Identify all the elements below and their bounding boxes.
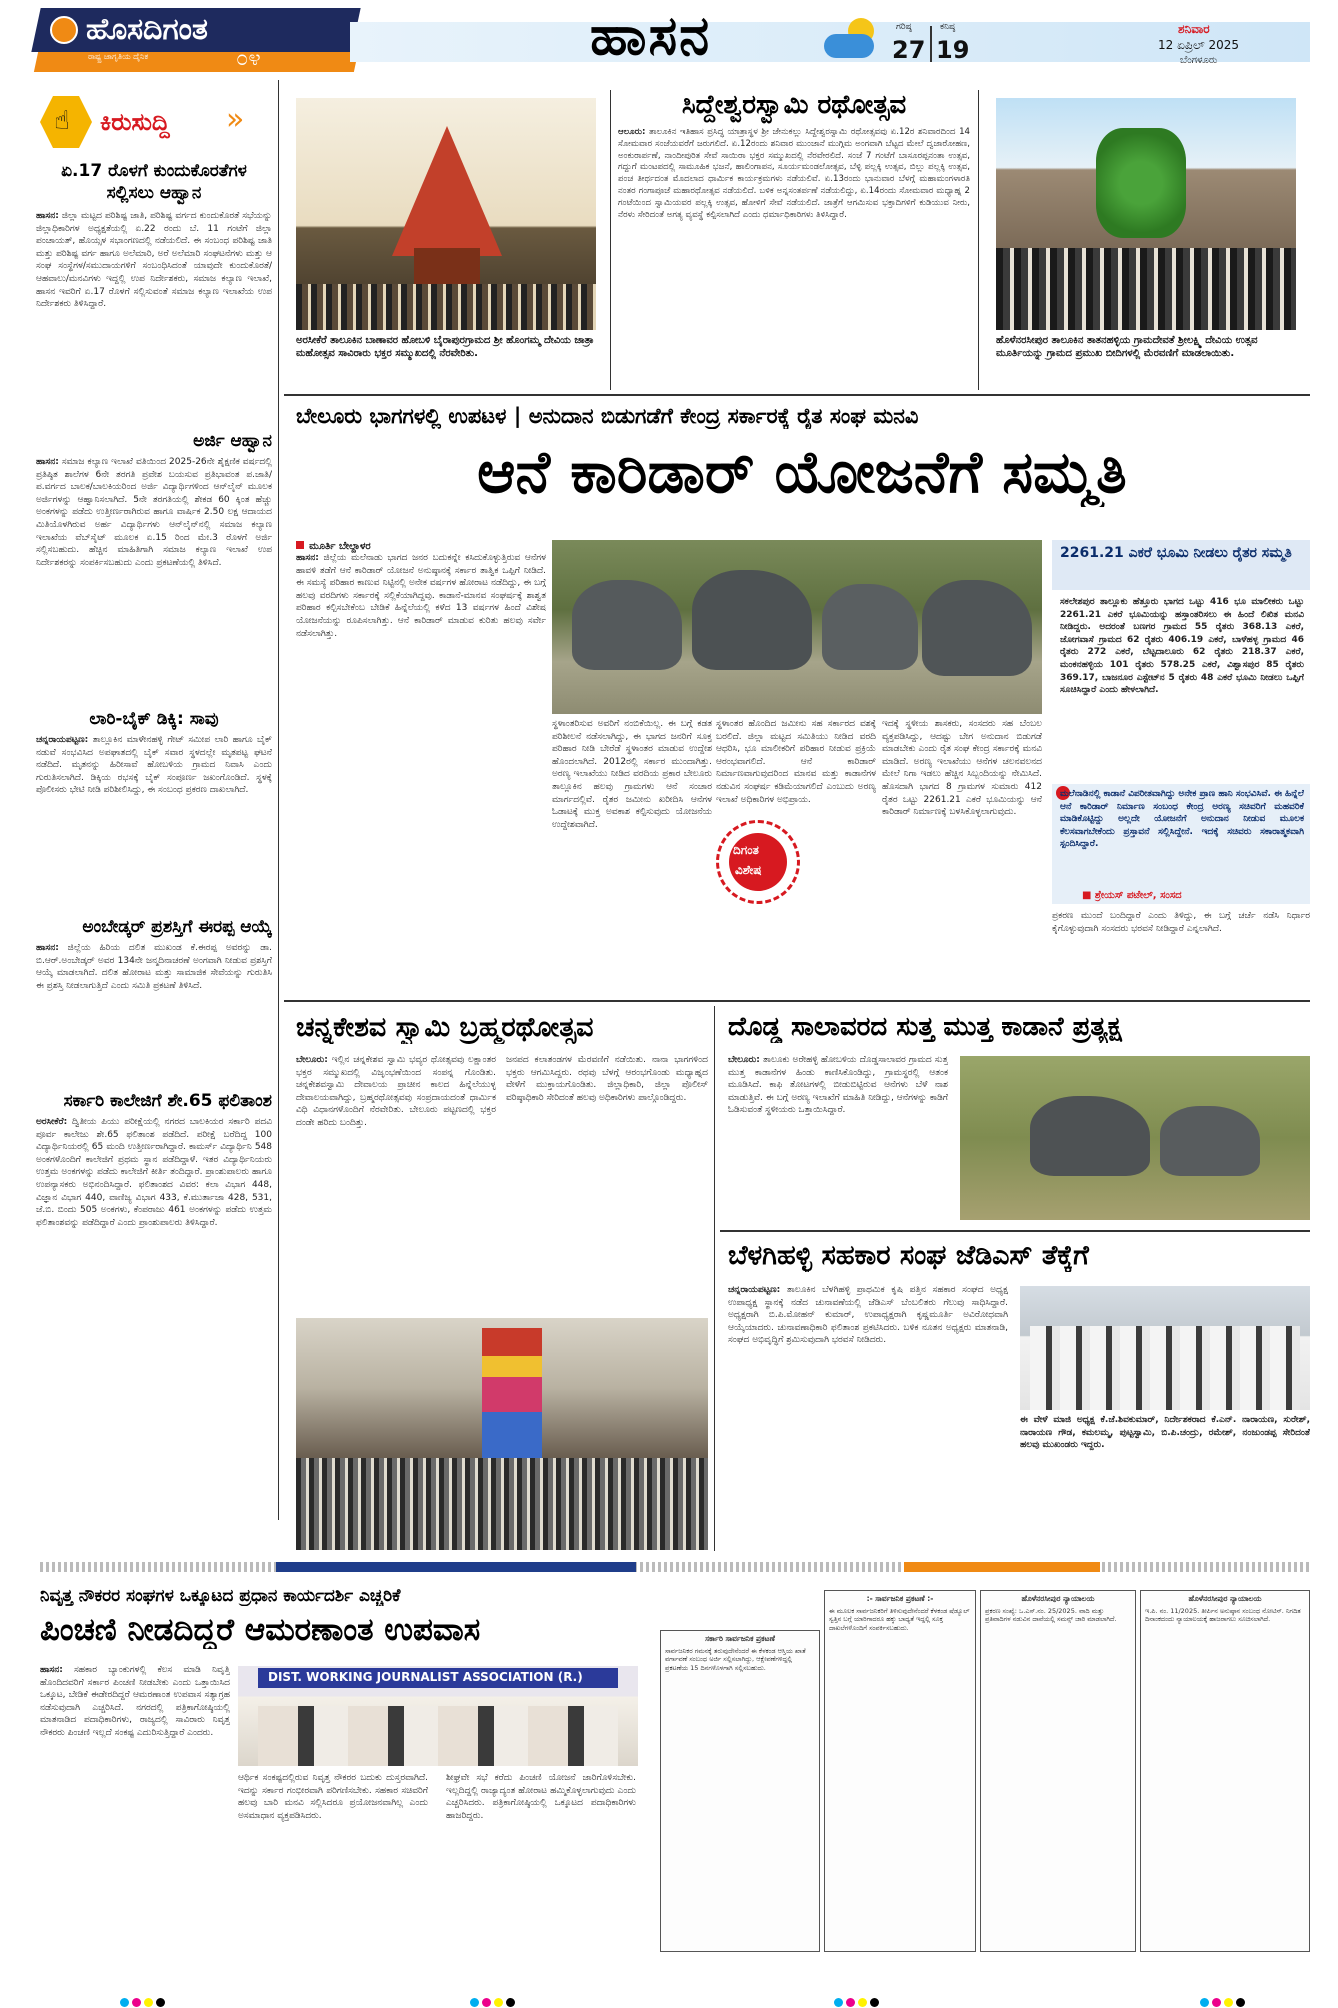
logo-sub: ೦೪ bbox=[236, 46, 261, 71]
dateline: ಹಾಸನ: bbox=[36, 943, 59, 953]
pension-headline: ಪಿಂಚಣಿ ನೀಡದಿದ್ದರೆ ಆಮರಣಾಂತ ಉಪವಾಸ bbox=[40, 1612, 481, 1648]
seal-bottom: ವಿಶೇಷ bbox=[735, 863, 762, 877]
hand-icon: ☝ bbox=[54, 106, 70, 136]
kiru-headline: ಏ.17 ರೊಳಗೆ ಕುಂದುಕೊರತೆಗಳ ಸಲ್ಲಿಸಲು ಆಹ್ವಾನ bbox=[61, 161, 247, 203]
lead-col-3b bbox=[806, 820, 876, 948]
kiru-item-3 bbox=[36, 708, 272, 924]
chenna-headline: ಚನ್ನಕೇಶವ ಸ್ವಾಮಿ ಬ್ರಹ್ಮರಥೋತ್ಸವ bbox=[296, 1012, 594, 1043]
registration-marks bbox=[470, 1992, 518, 2008]
kiru-badge bbox=[40, 96, 260, 152]
dateline: ಹಾಸನ: bbox=[36, 211, 59, 221]
pension-col-3: ಶೀಘ್ರವೇ ಸಭೆ ಕರೆದು ಪಿಂಚಣಿ ಯೋಜನೆ ಜಾರಿಗೊಳಿಸಬೇಕು. ಇಲ್ಲದಿದ್ದಲ್ಲಿ ರಾಜ್ಯಾದ್ಯಂತ ಹೋರಾಟ ಹಮ್ಮಿಕೊಳ್ಳಲಾಗುವುದು ಎಂದು ಎಚ್ಚರಿಸಿದರು. ಪತ್ರಿಕಾಗೋಷ್ಠಿಯಲ್ಲಿ ಒಕ್ಕೂಟದ ಪದಾಧಿಕಾರಿಗಳು ಹಾಜರಿದ್ದರು. bbox=[446, 1773, 636, 1821]
pension-col-2: ಆರ್ಥಿಕ ಸಂಕಷ್ಟದಲ್ಲಿರುವ ನಿವೃತ್ತ ನೌಕರರ ಬದುಕು ದುಸ್ತರವಾಗಿದೆ. ಇದನ್ನು ಸರ್ಕಾರ ಗಂಭೀರವಾಗಿ ಪರಿಗಣಿಸಬೇಕು. ಸಹಕಾರ ಸಚಿವರಿಗೆ ಹಲವು ಬಾರಿ ಮನವಿ ಸಲ್ಲಿಸಿದರೂ ಪ್ರಯೋಜನವಾಗಿಲ್ಲ ಎಂದು ಅಸಮಾಧಾನ ವ್ಯಕ್ತಪಡಿಸಿದರು. bbox=[238, 1773, 428, 1821]
quote-by: ■ ಶ್ರೇಯಸ್ ಪಟೇಲ್, ಸಂಸದ bbox=[1082, 890, 1182, 901]
chenna-col-1: ಬೇಲೂರು: ಇಲ್ಲಿನ ಚನ್ನಕೇಶವ ಸ್ವಾಮಿ ಭವ್ಯರ ಥೋತ್ಸವವು ಲಕ್ಷಾಂತರ ಭಕ್ತರ ಸಮ್ಮುಖದಲ್ಲಿ ವಿಜೃಂಭಣೆಯಿಂದ ಸಂಪನ್ನ ಗೊಂಡಿತು. ಚನ್ನಕೇಶವಸ್ವಾಮಿ ದೇವಾಲಯ ಪ್ರಾಚೀನ ಕಾಲದ ಹಿನ್ನೆಲೆಯುಳ್ಳ ದೇವಾಲಯವಾಗಿದ್ದು, ಬ್ರಹ್ಮರಥೋತ್ಸವವು ಸಂಪ್ರದಾಯದಂತೆ ಧಾರ್ಮಿಕ ವಿಧಿ ವಿಧಾನಗಳೊಂದಿಗೆ ನೆರವೇರಿತು. ಬೇಲೂರು ಪಟ್ಟಣದಲ್ಲಿ ಭಕ್ತರ ದಂಡೇ ಹರಿದು ಬಂದಿತ್ತು. bbox=[296, 1055, 496, 1128]
kiru-body: ಸಮಾಜ ಕಲ್ಯಾಣ ಇಲಾಖೆ ವತಿಯಿಂದ 2025-26ನೇ ಶೈಕ್ಷಣಿಕ ವರ್ಷದಲ್ಲಿ ಪ್ರತಿಷ್ಠಿತ ಶಾಲೆಗಳ 6ನೇ ತರಗತಿ ಪ್ರವೇಶ ಬಯಸುವ ಪ್ರತಿಭಾವಂತ ಪ.ಜಾತಿ/ಪ.ವರ್ಗದ ಬಾಲಕ/ಬಾಲಕಿಯರಿಂದ ಅರ್ಜಿ ವಿದ್ಯಾರ್ಥಿಗಳಿಂದ ಆನ್‌ಲೈನ್ ಮೂಲಕ ಅರ್ಜಿಗಳನ್ನು ಆಹ್ವಾನಿಸಲಾಗಿದೆ. 5ನೇ ತರಗತಿಯಲ್ಲಿ ಶೇಕಡ 60 ಕ್ಕಿಂತ ಹೆಚ್ಚು ಅಂಕಗಳನ್ನು ಪಡೆದು ಉತ್ತೀರ್ಣರಾಗಿರುವ ಹಾಗೂ ವಾರ್ಷಿಕ 2.50 ಲಕ್ಷ ಆದಾಯದ ಮಿತಿಯೊಳಗಿರುವ ಅರ್ಹ ವಿದ್ಯಾರ್ಥಿಗಳು ಆನ್‌ಲೈನ್‌ನಲ್ಲಿ ಸಮಾಜ ಕಲ್ಯಾಣ ಇಲಾಖೆಯ ವೆಬ್‌ಸೈಟ್ ಮೂಲಕ ಏ.15 ರಿಂದ ಮೇ.3 ರೊಳಗೆ ಅರ್ಜಿ ಸಲ್ಲಿಸಬಹುದು. ಹೆಚ್ಚಿನ ಮಾಹಿತಿಗಾಗಿ ಸಮಾಜ ಕಲ್ಯಾಣ ಇಲಾಖೆ ಉಪ ನಿರ್ದೇಶಕರನ್ನು ಸಂಪರ್ಕಿಸಬಹುದು ಎಂದು ಪ್ರಕಟಣೆಯಲ್ಲಿ ತಿಳಿಸಿದೆ. bbox=[36, 457, 272, 568]
top-story-headline: ಸಿದ್ದೇಶ್ವರಸ್ವಾಮಿ ರಥೋತ್ಸವ bbox=[681, 90, 907, 120]
kiru-body: ಜಿಲ್ಲೆಯ ಹಿರಿಯ ದಲಿತ ಮುಖಂಡ ಕೆ.ಈರಪ್ಪ ಅವರನ್ನು ಡಾ. ಬಿ.ಆರ್.ಅಂಬೇಡ್ಕರ್ ಅವರ 134ನೇ ಜನ್ಮದಿನಾಚರಣೆ ಅಂಗವಾಗಿ ನೀಡುವ ಪ್ರಶಸ್ತಿಗೆ ಆಯ್ಕೆ ಮಾಡಲಾಗಿದೆ. ದಲಿತ ಹೋರಾಟ ಮತ್ತು ಸಾಮಾಜಿಕ ಸೇವೆಯನ್ನು ಗುರುತಿಸಿ ಈ ಪ್ರಶಸ್ತಿ ನೀಡಲಾಗುತ್ತಿದೆ ಎಂದು ಸಮಿತಿ ಪ್ರಕಟಣೆ ತಿಳಿಸಿದೆ. bbox=[36, 943, 272, 991]
elephant-herd-photo bbox=[552, 540, 1042, 714]
byline bbox=[296, 534, 546, 553]
dateline: ಅರಸೀಕೆರೆ: bbox=[36, 1117, 68, 1127]
chevron-icon: » bbox=[226, 102, 245, 137]
min-temp-label: ಕನಿಷ್ಠ bbox=[940, 22, 956, 32]
belagi-headline: ಬೆಳಗಿಹಳ್ಳಿ ಸಹಕಾರ ಸಂಘ ಜೆಡಿಎಸ್ ತೆಕ್ಕೆಗೆ bbox=[728, 1240, 1089, 1271]
weather-icon bbox=[820, 18, 880, 62]
sidebar-quote: ಮಲೆನಾಡಿನಲ್ಲಿ ಕಾಡಾನೆ ವಿಪರೀತವಾಗಿದ್ದು ಅನೇಕ ಪ್ರಾಣ ಹಾನಿ ಸಂಭವಿಸಿವೆ. ಈ ಹಿನ್ನೆಲೆ ಆನೆ ಕಾರಿಡಾರ್ ನಿರ್ಮಾಣ ಸಂಬಂಧ ಕೇಂದ್ರ ಅರಣ್ಯ ಸಚಿವರಿಗೆ ಮಹವರಿಕೆ ಮಾಡಿಕೊಟ್ಟಿದ್ದು ಅಲ್ಲದೇ ಯೋಜನೆಗೆ ಅನುದಾನ ನೀಡುವ ಮೂಲಕ ಕೆಲಸವಾಗಬೇಕೆಂದು ಪ್ರಸ್ತಾವನೆ ಸಲ್ಲಿಸಿದ್ದೇನೆ. ಇದಕ್ಕೆ ಸಚಿವರು ಸಕಾರಾತ್ಮಕವಾಗಿ ಸ್ಪಂದಿಸಿದ್ದಾರೆ. bbox=[1060, 789, 1304, 850]
kiru-item-2 bbox=[36, 430, 272, 696]
wild-elephant-photo bbox=[960, 1056, 1310, 1220]
top-story bbox=[618, 90, 970, 391]
press-meet-photo bbox=[238, 1666, 638, 1766]
dateline: ಬೇಲೂರು: bbox=[296, 1055, 328, 1065]
notice-2: :- ಸಾರ್ವಜನಿಕ ಪ್ರಕಟಣೆ :- ಈ ಮೂಲಕ ಸಾರ್ವಜನಿಕರಿಗೆ ತಿಳಿಸುವುದೇನೆಂದರೆ ಕೆಳಕಂಡ ಷೆಡ್ಯೂಲ್ ಸ್ವತ್ತಿನ ಬಗ್ಗೆ ಯಾರಿಗಾದರೂ ಹಕ್ಕು ಬಾಧ್ಯತೆ ಇದ್ದಲ್ಲಿ ಸೂಕ್ತ ದಾಖಲೆಗಳೊಂದಿಗೆ ಸಂಪರ್ಕಿಸಬಹುದು. bbox=[824, 1590, 976, 1952]
chenna-col-2: ಜನಪದ ಕಲಾತಂಡಗಳ ಮೆರವಣಿಗೆ ನಡೆಯಿತು. ನಾನಾ ಭಾಗಗಳಿಂದ ಭಕ್ತರು ಆಗಮಿಸಿದ್ದರು. ರಥವು ಬೆಳಗ್ಗೆ ಆರಂಭಗೊಂಡು ಮಧ್ಯಾಹ್ನದ ವೇಳೆಗೆ ಮುಕ್ತಾಯಗೊಂಡಿತು. ಜಿಲ್ಲಾಧಿಕಾರಿ, ಜಿಲ್ಲಾ ಪೊಲೀಸ್ ವರಿಷ್ಠಾಧಿಕಾರಿ ಸೇರಿದಂತೆ ಹಲವು ಅಧಿಕಾರಿಗಳು ಪಾಲ್ಗೊಂಡಿದ್ದರು. bbox=[506, 1055, 708, 1103]
seal-top: ದಿಗಂತ bbox=[733, 843, 759, 857]
registration-marks bbox=[1200, 1992, 1248, 2008]
max-temp: 27 bbox=[892, 36, 926, 64]
lead-col-2: ಸ್ಥಳಾಂತರಿಸುವ ಅವರಿಗೆ ನಂಬಿಕೆಯಿಲ್ಲ. ಈ ಬಗ್ಗೆ ಕಡತ ಪರಿಶೀಲನೆ ನಡೆಸಲಾಗಿದ್ದು, ಈ ಭಾಗದ ಜನರಿಗೆ ಸೂಕ್ತ ಪರಿಹಾರ ನೀಡಿ ಬೇರೆಡೆ ಸ್ಥಳಾಂತರ ಮಾಡುವ ಉದ್ದೇಶ ಹೊಂದಲಾಗಿದೆ. 2012ರಲ್ಲಿ ಸರ್ಕಾರ ಮುಂದಾಗಿತ್ತು. ಅರಣ್ಯ ಇಲಾಖೆಯು ನೀಡಿದ ವರದಿಯ ಪ್ರಕಾರ ಬೇಲೂರು ತಾಲ್ಲೂಕಿನ ಹಲವು ಗ್ರಾಮಗಳು ಆನೆ ಸಂಚಾರ ಮಾರ್ಗದಲ್ಲಿವೆ. ರೈತರ ಜಮೀನು ಖರೀದಿಸಿ ಆನೆಗಳ ಓಡಾಟಕ್ಕೆ ಮುಕ್ತ ಅವಕಾಶ ಕಲ್ಪಿಸುವುದು ಯೋಜನೆಯ ಉದ್ದೇಶವಾಗಿದೆ. bbox=[552, 719, 712, 830]
kiru-headline: ಅಂಬೇಡ್ಕರ್ ಪ್ರಶಸ್ತಿಗೆ ಈರಪ್ಪ ಆಯ್ಕೆ bbox=[82, 917, 272, 937]
notice-3: ಹೊಳೆನರಸೀಪುರ ನ್ಯಾಯಾಲಯ ಪ್ರಕರಣ ಸಂಖ್ಯೆ: ಒ.ಎಸ್.ನಂ. 25/2025. ವಾದಿ ಮತ್ತು ಪ್ರತಿವಾದಿಗಳ ನಡುವಿನ ದಾವೆಯಲ್ಲಿ ಸಮನ್ಸ್ ಜಾರಿ ಮಾಡಲಾಗಿದೆ. bbox=[980, 1590, 1136, 1952]
kiru-body: ಜಿಲ್ಲಾ ಮಟ್ಟದ ಪರಿಶಿಷ್ಟ ಜಾತಿ, ಪರಿಶಿಷ್ಟ ವರ್ಗದ ಕುಂದುಕೊರತೆ ಸಭೆಯನ್ನು ಜಿಲ್ಲಾಧಿಕಾರಿಗಳ ಅಧ್ಯಕ್ಷತೆಯಲ್ಲಿ ಏ.22 ರಂದು ಬೆ. 11 ಗಂಟೆಗೆ ಜಿಲ್ಲಾ ಪಂಚಾಯತ್, ಹೊಯ್ಸಳ ಸಭಾಂಗಣದಲ್ಲಿ ನಡೆಯಲಿದೆ. ಈ ಸಂಬಂಧ ಪರಿಶಿಷ್ಟ ಜಾತಿ ಮತ್ತು ಪರಿಶಿಷ್ಟ ವರ್ಗ ಹಾಗೂ ಅಲೆಮಾರಿ, ಅರೆ ಅಲೆಮಾರಿ ಸಂಘಟನೆಗಳು ಮತ್ತು ಆ ಸಂಘ ಸಂಸ್ಥೆಗಳ/ಸಮುದಾಯಗಳಿಗೆ ಸಂಬಂಧಿಸಿದಂತೆ ಯಾವುದೇ ಕುಂದುಕೊರತೆ/ಆಹವಾಲು/ಮನವಿಗಳು ಇದ್ದಲ್ಲಿ ಉಪ ನಿರ್ದೇಶಕರು, ಸಮಾಜ ಕಲ್ಯಾಣ ಇಲಾಖೆ, ಹಾಸನ ಇವರಿಗೆ ಏ.17 ರೊಳಗೆ ಸಲ್ಲಿಸುವಂತೆ ಸಮಾಜ ಕಲ್ಯಾಣ ಇಲಾಖೆಯ ಉಪ ನಿರ್ದೇಶಕರು ತಿಳಿಸಿದ್ದಾರೆ. bbox=[36, 211, 272, 310]
byline-text: ಮೂರ್ತಿ ಬೇಲ್ದಾಳರ bbox=[309, 541, 371, 552]
belagi-caption: ಈ ವೇಳೆ ಮಾಜಿ ಅಧ್ಯಕ್ಷ ಕೆ.ಜೆ.ಶಿವಕುಮಾರ್, ನಿರ್ದೇಶಕರಾದ ಕೆ.ಎನ್. ನಾರಾಯಣ, ಸುರೇಶ್, ನಾರಾಯಣ ಗೌಡ, ಕಮಲಮ್ಮ, ಪುಟ್ಟಸ್ವಾಮಿ, ಬಿ.ಪಿ.ಚಂದ್ರು, ರಮೇಶ್, ನಂಜುಂಡಪ್ಪ ಸೇರಿದಂತೆ ಹಲವು ಮುಖಂಡರು ಇದ್ದರು. bbox=[1020, 1415, 1310, 1451]
kiru-headline: ಅರ್ಜಿ ಆಹ್ವಾನ bbox=[193, 431, 272, 451]
pension-kicker: ನಿವೃತ್ತ ನೌಕರರ ಸಂಘಗಳ ಒಕ್ಕೂಟದ ಪ್ರಧಾನ ಕಾರ್ಯದರ್ಶಿ ಎಚ್ಚರಿಕೆ bbox=[40, 1586, 401, 1606]
procession-photo bbox=[996, 98, 1296, 330]
dodda-headline: ದೊಡ್ಡ ಸಾಲಾವರದ ಸುತ್ತ ಮುತ್ತ ಕಾಡಾನೆ ಪ್ರತ್ಯಕ್ಷ bbox=[728, 1012, 1122, 1042]
logo-block bbox=[36, 8, 356, 72]
photo-left-caption: ಅರಸೀಕೆರೆ ತಾಲೂಕಿನ ಬಾಣಾವರ ಹೋಬಳಿ ಬೈರಾಪುರಗ್ರಾಮದ ಶ್ರೀ ಹೊಂಗಮ್ಮ ದೇವಿಯ ಜಾತ್ರಾ ಮಹೋತ್ಸವ ಸಾವಿರಾರು ಭಕ್ತರ ಸಮ್ಮುಖದಲ್ಲಿ ನೆರವೇರಿತು. bbox=[296, 335, 594, 359]
lead-col-4: ಇದಕ್ಕೆ ಸ್ಥಳೀಯ ಶಾಸಕರು, ಸಂಸದರು ಸಹ ಬೆಂಬಲ ವ್ಯಕ್ತಪಡಿಸಿದ್ದು, ಆದಷ್ಟು ಬೇಗ ಅನುದಾನ ಬಿಡುಗಡೆ ಮಾಡಬೇಕು ಎಂದು ರೈತ ಸಂಘ ಕೇಂದ್ರ ಸರ್ಕಾರಕ್ಕೆ ಮನವಿ ಮಾಡಿದೆ. ಅರಣ್ಯ ಇಲಾಖೆಯು ಆನೆಗಳ ಚಲನವಲನದ ಮೇಲೆ ನಿಗಾ ಇಡಲು ಹೆಚ್ಚಿನ ಸಿಬ್ಬಂದಿಯನ್ನು ನೇಮಿಸಿದೆ. ಹೊಸದಾಗಿ ಭಾಗದ 8 ಗ್ರಾಮಗಳ ಸುಮಾರು 412 ರೈತರ ಒಟ್ಟು 2261.21 ಎಕರೆ ಭೂಮಿಯನ್ನು ಆನೆ ಕಾರಿಡಾರ್ ನಿರ್ಮಾಣಕ್ಕೆ ಬಳಸಿಕೊಳ್ಳಲಾಗುವುದು. bbox=[882, 719, 1042, 818]
divider-stripe bbox=[40, 1562, 1310, 1572]
kiru-body: ದ್ವಿತೀಯ ಪಿಯು ಪರೀಕ್ಷೆಯಲ್ಲಿ ನಗರದ ಬಾಲಕಿಯರ ಸರ್ಕಾರಿ ಪದವಿ ಪೂರ್ವ ಕಾಲೇಜು ಶೇ.65 ಫಲಿತಾಂಶ ಪಡೆದಿದೆ. ಪರೀಕ್ಷೆ ಬರೆದಿದ್ದ 100 ವಿದ್ಯಾರ್ಥಿನಿಯರಲ್ಲಿ 65 ಮಂದಿ ಉತ್ತೀರ್ಣರಾಗಿದ್ದಾರೆ. ಕಾಮರ್ಸ್ ವಿದ್ಯಾರ್ಥಿನಿ 548 ಅಂಕಗಳೊಂದಿಗೆ ಕಾಲೇಜಿಗೆ ಪ್ರಥಮ ಸ್ಥಾನ ಪಡೆದಿದ್ದಾಳೆ. ಇತರ ವಿದ್ಯಾರ್ಥಿನಿಯರು ಉತ್ತಮ ಅಂಕಗಳನ್ನು ಪಡೆದು ಕಾಲೇಜಿಗೆ ಕೀರ್ತಿ ತಂದಿದ್ದಾರೆ. ಪ್ರಾಂಶುಪಾಲರು ಹಾಗೂ ಉಪನ್ಯಾಸಕರು ಅಭಿನಂದಿಸಿದ್ದಾರೆ. ಫಲಿತಾಂಶದ ವಿವರ: ಕಲಾ ವಿಭಾಗ 448, ವಿಜ್ಞಾನ ವಿಭಾಗ 440, ವಾಣಿಜ್ಯ ವಿಭಾಗ 433, ಕೆ.ಮುರ್ತಾಜಾ 428, 531, ಜೆ.ಬಿ. ಬಿಂದು 505 ಅಂಕಗಳು, ಕೆಂಪರಾಜು 461 ಅಂಕಗಳನ್ನು ಪಡೆದು ಉತ್ತಮ ಫಲಿತಾಂಶವನ್ನು ಪಡೆದಿದ್ದಾರೆ ಎಂದು ಪ್ರಾಂಶುಪಾಲರು ತಿಳಿಸಿದ್ದಾರೆ. bbox=[36, 1117, 272, 1228]
photo-right-caption: ಹೊಳೆನರಸೀಪುರ ತಾಲೂಕಿನ ತಾತನಹಳ್ಳಿಯ ಗ್ರಾಮದೇವತೆ ಶ್ರೀಲಕ್ಷ್ಮಿ ದೇವಿಯ ಉತ್ಸವ ಮೂರ್ತಿಯನ್ನು ಗ್ರಾಮದ ಪ್ರಮುಖ ಬೀದಿಗಳಲ್ಲಿ ಮೆರವಣಿಗೆ ಮಾಡಲಾಯಿತು. bbox=[996, 335, 1258, 359]
pension-col-1: ಹಾಸನ: ಸಹಕಾರ ಬ್ಯಾಂಕುಗಳಲ್ಲಿ ಕೆಲಸ ಮಾಡಿ ನಿವೃತ್ತಿ ಹೊಂದಿದವರಿಗೆ ಸರ್ಕಾರ ಪಿಂಚಣಿ ನೀಡಬೇಕು ಎಂದು ಒತ್ತಾಯಿಸಿದ ಒಕ್ಕೂಟ, ಬೇಡಿಕೆ ಈಡೇರದಿದ್ದರೆ ಆಮರಣಾಂತ ಉಪವಾಸ ಸತ್ಯಾಗ್ರಹ ನಡೆಸುವುದಾಗಿ ಎಚ್ಚರಿಸಿದೆ. ನಗರದಲ್ಲಿ ಪತ್ರಿಕಾಗೋಷ್ಠಿಯಲ್ಲಿ ಮಾತನಾಡಿದ ಪದಾಧಿಕಾರಿಗಳು, ರಾಜ್ಯದಲ್ಲಿ ಸಾವಿರಾರು ನಿವೃತ್ತ ನೌಕರರು ಪಿಂಚಣಿ ಇಲ್ಲದೆ ಸಂಕಷ್ಟ ಎದುರಿಸುತ್ತಿದ್ದಾರೆ ಎಂದರು. bbox=[40, 1665, 230, 1738]
edition-label: ಬೆಂಗಳೂರು bbox=[1180, 55, 1218, 66]
dateline: ಹಾಸನ: bbox=[36, 457, 59, 467]
dateline: ಹಾಸನ: bbox=[40, 1665, 63, 1675]
registration-marks bbox=[834, 1992, 882, 2008]
group-photo bbox=[1020, 1286, 1310, 1410]
lead-kicker: ಬೇಲೂರು ಭಾಗಗಳಲ್ಲಿ ಉಪಟಳ | ಅನುದಾನ ಬಿಡುಗಡೆಗೆ ಕೇಂದ್ರ ಸರ್ಕಾರಕ್ಕೆ ರೈತ ಸಂಘ ಮನವಿ bbox=[296, 404, 919, 428]
kiru-item-5 bbox=[36, 1090, 272, 1506]
belagi-body: ಚನ್ನರಾಯಪಟ್ಟಣ: ತಾಲೂಕಿನ ಬೆಳಗಿಹಳ್ಳಿ ಪ್ರಾಥಮಿಕ ಕೃಷಿ ಪತ್ತಿನ ಸಹಕಾರ ಸಂಘದ ಅಧ್ಯಕ್ಷ ಉಪಾಧ್ಯಕ್ಷ ಸ್ಥಾನಕ್ಕೆ ನಡೆದ ಚುನಾವಣೆಯಲ್ಲಿ ಜೆಡಿಎಸ್ ಬೆಂಬಲಿತರು ಗೆಲುವು ಸಾಧಿಸಿದ್ದಾರೆ. ಅಧ್ಯಕ್ಷರಾಗಿ ಬಿ.ಪಿ.ಮೋಹನ್ ಕುಮಾರ್, ಉಪಾಧ್ಯಕ್ಷರಾಗಿ ಕೃಷ್ಣಮೂರ್ತಿ ಅವಿರೋಧವಾಗಿ ಆಯ್ಕೆಯಾದರು. ಚುನಾವಣಾಧಿಕಾರಿ ಫಲಿತಾಂಶ ಪ್ರಕಟಿಸಿದರು. ಬಳಿಕ ನೂತನ ಅಧ್ಯಕ್ಷರು ಮಾತನಾಡಿ, ಸಂಘದ ಅಭಿವೃದ್ಧಿಗೆ ಶ್ರಮಿಸುವುದಾಗಿ ಭರವಸೆ ನೀಡಿದರು. bbox=[728, 1285, 1008, 1346]
kiru-headline: ಲಾರಿ-ಬೈಕ್ ಡಿಕ್ಕಿ: ಸಾವು bbox=[89, 709, 219, 729]
logo-name: ಹೊಸದಿಗಂತ bbox=[86, 12, 208, 47]
dodda-body: ಬೇಲೂರು: ತಾಲೂಕು ಅರೇಹಳ್ಳಿ ಹೋಬಳಿಯ ದೊಡ್ಡಸಾಲಾವರ ಗ್ರಾಮದ ಸುತ್ತ ಮುತ್ತ ಕಾಡಾನೆಗಳ ಹಿಂಡು ಕಾಣಿಸಿಕೊಂಡಿದ್ದು, ಗ್ರಾಮಸ್ಥರಲ್ಲಿ ಆತಂಕ ಮೂಡಿಸಿದೆ. ಕಾಫಿ ತೋಟಗಳಲ್ಲಿ ಬೀಡುಬಿಟ್ಟಿರುವ ಆನೆಗಳು ಬೆಳೆ ನಾಶ ಮಾಡುತ್ತಿವೆ. ಈ ಬಗ್ಗೆ ಅರಣ್ಯ ಇಲಾಖೆಗೆ ಮಾಹಿತಿ ನೀಡಿದ್ದು, ಆನೆಗಳನ್ನು ಕಾಡಿಗೆ ಓಡಿಸುವಂತೆ ಸ್ಥಳೀಯರು ಒತ್ತಾಯಿಸಿದ್ದಾರೆ. bbox=[728, 1055, 948, 1116]
dateline: ಚನ್ನರಾಯಪಟ್ಟಣ: bbox=[36, 735, 89, 745]
kiru-item-1 bbox=[36, 160, 272, 434]
logo-emblem-icon bbox=[50, 16, 78, 44]
dateline: ಚನ್ನರಾಯಪಟ್ಟಣ: bbox=[728, 1285, 781, 1295]
notice-1: ಸರ್ಕಾರಿ ಸಾರ್ವಜನಿಕ ಪ್ರಕಟಣೆ ಸಾರ್ವಜನಿಕರ ಗಮನಕ್ಕೆ ತರುವುದೇನೆಂದರೆ ಈ ಕೆಳಕಂಡ ಆಸ್ತಿಯ ಖಾತೆ ವರ್ಗಾವಣೆ ಸಂಬಂಧ ಅರ್ಜಿ ಸಲ್ಲಿಸಲಾಗಿದ್ದು, ಆಕ್ಷೇಪಣೆಗಳಿದ್ದಲ್ಲಿ ಪ್ರಕಟಣೆಯ 15 ದಿನಗಳೊಳಗಾಗಿ ಸಲ್ಲಿಸಬಹುದು. bbox=[660, 1630, 820, 1952]
digantha-seal bbox=[716, 820, 800, 904]
min-temp: 19 bbox=[936, 36, 970, 64]
sidebar-body: ಸಕಲೇಶಪುರ ತಾಲ್ಲೂಕು ಹೆತ್ತೂರು ಭಾಗದ ಒಟ್ಟು 416 ಭೂ ಮಾಲೀಕರು ಒಟ್ಟು 2261.21 ಎಕರೆ ಭೂಮಿಯನ್ನು ಹಸ್ತಾಂತರಿಸಲು ಈ ಹಿಂದೆ ಲಿಖಿತ ಮನವಿ ನೀಡಿದ್ದರು. ಅದರಂತೆ ಬಣಗರ ಗ್ರಾಮದ 55 ರೈತರು 368.13 ಎಕರೆ, ಜೋಗವಾಸೆ ಗ್ರಾಮದ 62 ರೈತರು 406.19 ಎಕರೆ, ಬಾಳೆಹಳ್ಳ ಗ್ರಾಮದ 46 ರೈತರು 272 ಎಕರೆ, ಬೆಟ್ಟದಾಲೂರು 62 ರೈತರು 218.37 ಎಕರೆ, ಮಂಕನಹಳ್ಳಿಯ 101 ರೈತರು 578.25 ಎಕರೆ, ವಿಶ್ವಾಸಪುರ 85 ರೈತರು 369.17, ಬಾಜನೂರ ಎಸ್ಟೇಟ್‌ನ 5 ರೈತರು 48 ಎಕರೆ ಭೂಮಿ ನೀಡಲು ಒಪ್ಪಿಗೆ ಸೂಚಿಸಿದ್ದಾರೆ ಎಂದು ಹೇಳಲಾಗಿದೆ. bbox=[1060, 597, 1304, 696]
lead-col-3: ಸ್ಥಳಾಂತರ ಹೊಂದಿದ ಜಮೀನು ಸಹ ಸರ್ಕಾರದ ವಶಕ್ಕೆ ಬರಲಿದೆ. ಜಿಲ್ಲಾ ಮಟ್ಟದ ಸಮಿತಿಯು ನೀಡಿದ ವರದಿ ಆಧರಿಸಿ, ಭೂ ಮಾಲೀಕರಿಗೆ ಪರಿಹಾರ ನೀಡುವ ಪ್ರಕ್ರಿಯೆ ಆರಂಭವಾಗಲಿದೆ. ಆನೆ ಕಾರಿಡಾರ್ ನಿರ್ಮಾಣವಾಗುವುದರಿಂದ ಮಾನವ ಮತ್ತು ಕಾಡಾನೆಗಳ ನಡುವಿನ ಸಂಘರ್ಷ ಕಡಿಮೆಯಾಗಲಿದೆ ಎಂಬುದು ಅರಣ್ಯ ಇಲಾಖೆ ಅಧಿಕಾರಿಗಳ ಅಭಿಪ್ರಾಯ. bbox=[716, 719, 876, 805]
registration-marks bbox=[120, 1992, 168, 2008]
dateline: ಆಲೂರು: bbox=[618, 127, 646, 137]
max-temp-label: ಗರಿಷ್ಠ bbox=[896, 22, 912, 32]
masthead bbox=[30, 4, 1310, 72]
kiru-headline: ಸರ್ಕಾರಿ ಕಾಲೇಜಿಗೆ ಶೇ.65 ಫಲಿತಾಂಶ bbox=[63, 1091, 272, 1111]
notice-4: ಹೊಳೆನರಸೀಪುರ ನ್ಯಾಯಾಲಯ ಇ.ಪಿ. ನಂ. 11/2025. ತೀರ್ಪಿನ ಅನುಷ್ಠಾನ ಸಂಬಂಧ ನೋಟಿಸ್. ನಿಗದಿತ ದಿನಾಂಕದಂದು ನ್ಯಾಯಾಲಯಕ್ಕೆ ಹಾಜರಾಗಲು ಸೂಚಿಸಲಾಗಿದೆ. bbox=[1140, 1590, 1310, 1952]
temple-car-photo bbox=[296, 98, 596, 330]
lead-headline: ಆನೆ ಕಾರಿಡಾರ್ ಯೋಜನೆಗೆ ಸಮ್ಮತಿ bbox=[477, 438, 1127, 506]
kiru-item-4 bbox=[36, 916, 272, 1062]
date-label: 12 ಏಪ್ರಿಲ್ 2025 bbox=[1158, 38, 1240, 52]
lead-col-1: ಹಾಸನ: ಜಿಲ್ಲೆಯ ಮಲೆನಾಡು ಭಾಗದ ಜನರ ಬದುಕನ್ನೇ ಕಸಿದುಕೊಳ್ಳುತ್ತಿರುವ ಆನೆಗಳ ಹಾವಳಿ ತಡೆಗೆ ಆನೆ ಕಾರಿಡಾರ್ ಯೋಜನೆ ಅನುಷ್ಠಾನಕ್ಕೆ ಸರ್ಕಾರ ತಾತ್ವಿಕ ಒಪ್ಪಿಗೆ ನೀಡಿದೆ. ಈ ಸಮಸ್ಯೆ ಪರಿಹಾರ ಕಾಣುವ ನಿಟ್ಟಿನಲ್ಲಿ ಅನೇಕ ವರ್ಷಗಳ ಹೋರಾಟ ನಡೆದಿದ್ದು, ಈ ಬಗ್ಗೆ ಹಲವು ವರದಿಗಳು ಸರ್ಕಾರಕ್ಕೆ ಸಲ್ಲಿಕೆಯಾಗಿದ್ದವು. ಕಾಡಾನೆ-ಮಾನವ ಸಂಘರ್ಷಕ್ಕೆ ಶಾಶ್ವತ ಪರಿಹಾರ ಕಲ್ಪಿಸಬೇಕೆಂಬ ಬೇಡಿಕೆ ಹಿನ್ನೆಲೆಯಲ್ಲಿ ಕಳೆದ 13 ವರ್ಷಗಳ ಹಿಂದೆ ವಿಶೇಷ ಯೋಜನೆಯನ್ನು ರೂಪಿಸಲಾಗಿತ್ತು. ಆನೆ ಕಾರಿಡಾರ್ ಮಾಡುವ ಕುರಿತು ಹಲವು ಸರ್ವೇ ನಡೆಸಲಾಗಿತ್ತು. bbox=[296, 553, 546, 639]
logo-tagline: ರಾಷ್ಟ್ರ ಜಾಗೃತಿಯ ದೈನಿಕ bbox=[88, 52, 149, 61]
chariot-crowd-photo bbox=[296, 1318, 708, 1550]
dateline: ಬೇಲೂರು: bbox=[728, 1055, 760, 1065]
top-story-body: ತಾಲೂಕಿನ ಇತಿಹಾಸ ಪ್ರಸಿದ್ಧ ಯಾತ್ರಾಸ್ಥಳ ಶ್ರೀ ಜೇನುಕಲ್ಲು ಸಿದ್ದೇಶ್ವರಸ್ವಾಮಿ ರಥೋತ್ಸವವು ಏ.12ರ ಶನಿವಾರದಿಂದ 14 ಸೋಮವಾರ ಸಂಜೆಯವರೆಗೆ ಜರುಗಲಿದೆ. ಏ.12ರಂದು ಶನಿವಾರ ಮುಂಜಾನೆ ಮುಗ್ಗಿಮ ಅಂಗವಾಗಿ ಬೆಟ್ಟದ ಮೇಲೆ ದ್ವಜಾರೋಹಣ, ಅಂಕುರಾರ್ಪಣೆ, ನಾಂದೀಪುರಿತ ಸೇವೆ ಸಾಯಿರಾ ಭಕ್ತರ ಸಮ್ಮುಖದಲ್ಲಿ ನೆರವೇರಲಿದೆ. ಸಂಜೆ 7 ಗಂಟೆಗೆ ಬಾಸೂರಪ್ಪನಂತಾ ಉತ್ಸವ, ಗದ್ದುಗೆ ಮಂಟಪದಲ್ಲಿ ಸಾಮೂಹಿಕ ಭಜನೆ, ಹಾಲಿಂಗಾಪನ, ಸೂರ್ಯಮಂಡಲೋತ್ಸವ, ಬೆಳ್ಳಿ ಪಲ್ಲಕ್ಕಿ ಉತ್ಸವ, ಬಿಲ್ಲು ಪಲ್ಲಕ್ಕಿ ಉತ್ಸವ, ಪಂಚ ತೀರ್ಥದಂತ ಮೊದಲಾದ ಧಾರ್ಮಿಕ ಕಾರ್ಯಕ್ರಮಗಳು ನಡೆಯಲಿವೆ. ಏ.13ರಂದು ಭಾನುವಾರ ಬೆಳಗ್ಗೆ ಮಹಾಮಂಗಳಾರತಿ ನಂತರ ಗಂಗಾಪೂಜೆ ಮಹಾರಥೋತ್ಸವ ನಡೆಯಲಿದೆ. ಬಳಿಕ ಅನ್ನಸಂತರ್ಪಣೆ ನಡೆಯಲಿದ್ದು, ಏ.14ರಂದು ಸೋಮವಾರ ಮಧ್ಯಾಹ್ನ 2 ಗಂಟೆಯಿಂದ ಸ್ವಾಮಿಯವರ ಪಲ್ಲಕ್ಕಿ ಉತ್ಸವ, ಹೋಳಿಗೆ ಸೇವೆ ನಡೆಯಲಿದೆ. ಜಾತ್ರೆಗೆ ಆಗಮಿಸುವ ಭಕ್ತಾದಿಗಳಿಗೆ ಕುಡಿಯುವ ನೀರು, ನೆರಳು ಸೇರಿದಂತೆ ಅಗತ್ಯ ವ್ಯವಸ್ಥೆ ಕಲ್ಪಿಸಲಾಗಿದೆ ಎಂದು ಧರ್ಮಾಧಿಕಾರಿಗಳು ತಿಳಿಸಿದ್ದಾರೆ. bbox=[618, 127, 970, 220]
kiru-badge-label: ಕಿರುಸುದ್ದಿ bbox=[100, 108, 170, 136]
day-label: ಶನಿವಾರ bbox=[1178, 22, 1210, 36]
sidebar-tail: ಪ್ರಕರಣ ಮುಂದೆ ಬಂದಿದ್ದಾರೆ ಎಂದು ತಿಳಿದ್ದು, ಈ ಬಗ್ಗೆ ಚರ್ಚೆ ನಡೆಸಿ ನಿರ್ಧಾರ ಕೈಗೊಳ್ಳುವುದಾಗಿ ಸಂಸದರು ಭರವಸೆ ನೀಡಿದ್ದಾರೆ ಎನ್ನಲಾಗಿದೆ. bbox=[1052, 911, 1310, 934]
kiru-body: ತಾಲ್ಲೂಕಿನ ಮಾಳೇನಹಳ್ಳಿ ಗೇಟ್ ಸಮೀಪ ಲಾರಿ ಹಾಗೂ ಬೈಕ್ ನಡುವೆ ಸಂಭವಿಸಿದ ಅಪಘಾತದಲ್ಲಿ ಬೈಕ್ ಸವಾರ ಸ್ಥಳದಲ್ಲೇ ಮೃತಪಟ್ಟ ಘಟನೆ ನಡೆದಿದೆ. ಮೃತನನ್ನು ಹಿರೀಸಾವೆ ಹೋಬಳಿಯ ಗ್ರಾಮದ ನಿವಾಸಿ ಎಂದು ಗುರುತಿಸಲಾಗಿದೆ. ಡಿಕ್ಕಿಯ ರಭಸಕ್ಕೆ ಬೈಕ್ ಸಂಪೂರ್ಣ ಜಖಂಗೊಂಡಿದೆ. ಸ್ಥಳಕ್ಕೆ ಪೊಲೀಸರು ಭೇಟಿ ನೀಡಿ ಪರಿಶೀಲಿಸಿದ್ದು, ಈ ಸಂಬಂಧ ಪ್ರಕರಣ ದಾಖಲಾಗಿದೆ. bbox=[36, 735, 272, 796]
dateline: ಹಾಸನ: bbox=[296, 553, 319, 563]
city-title: ಹಾಸನ bbox=[590, 4, 712, 67]
sidebar-title: 2261.21 ಎಕರೆ ಭೂಮಿ ನೀಡಲು ರೈತರ ಸಮ್ಮತಿ bbox=[1060, 545, 1292, 561]
sidebar-box bbox=[1052, 540, 1310, 960]
association-banner: DIST. WORKING JOURNALIST ASSOCIATION (R.) bbox=[268, 1670, 583, 1684]
